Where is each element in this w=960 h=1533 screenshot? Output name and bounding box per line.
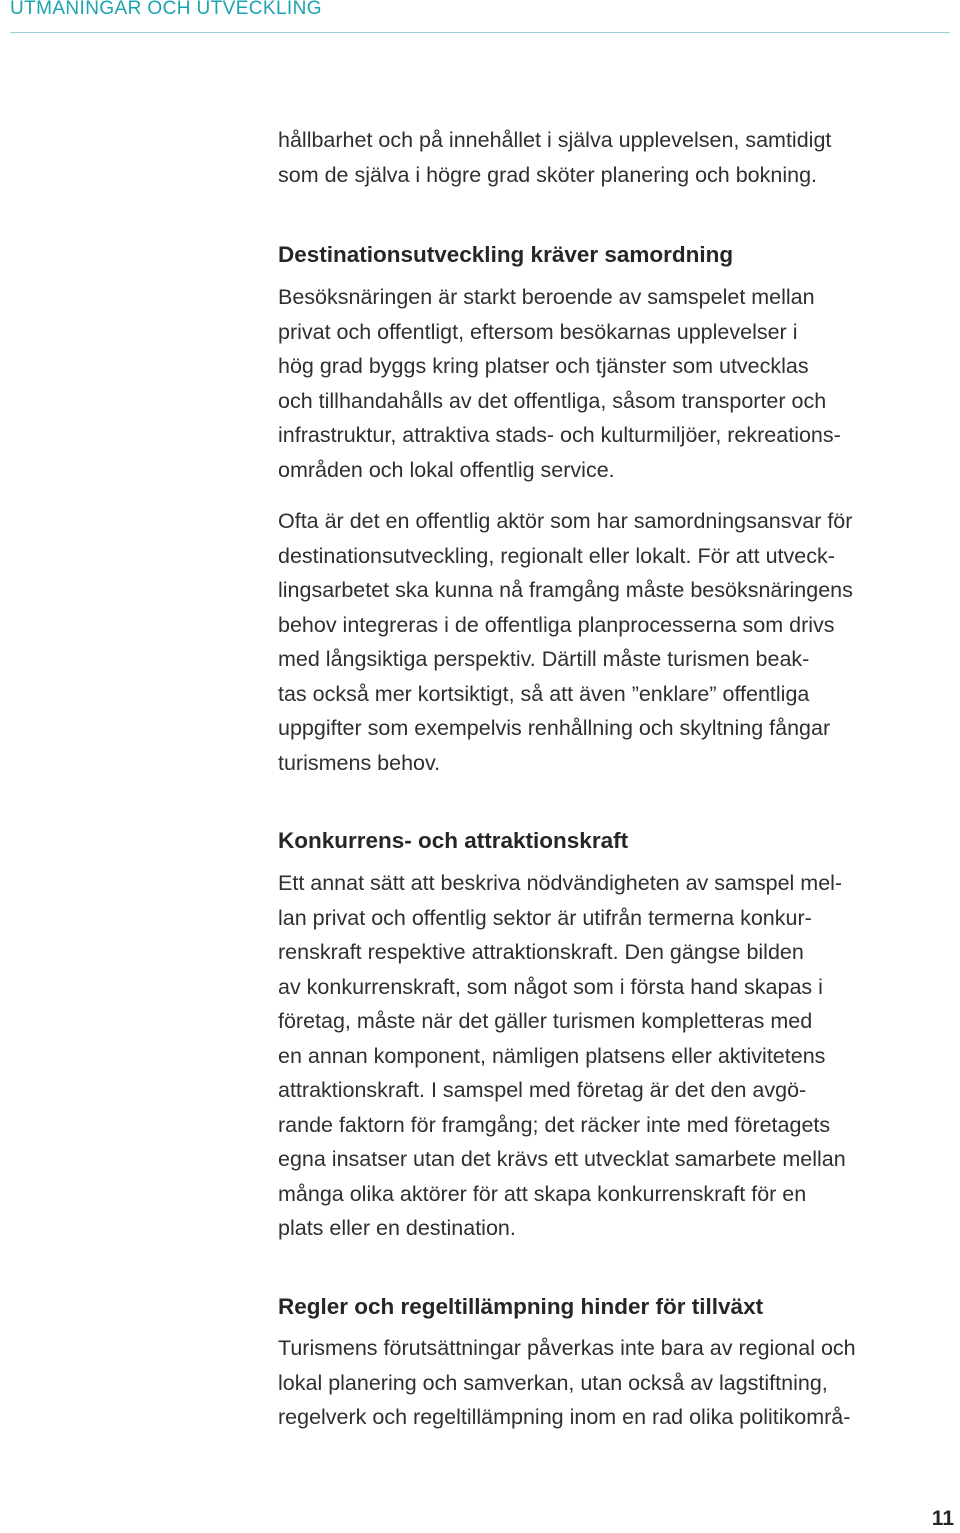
text-line: Turismens förutsättningar påverkas inte bara av regional och	[278, 1336, 856, 1360]
text-line: plats eller en destination.	[278, 1216, 516, 1240]
section1-paragraph-2	[278, 504, 960, 780]
text-line: infrastruktur, attraktiva stads- och kulturmiljöer, rekreations-	[278, 423, 841, 447]
text-line: attraktionskraft. I samspel med företag är det den avgö-	[278, 1078, 807, 1102]
text-line: områden och lokal offentlig service.	[278, 457, 615, 482]
text-line: och tillhandahålls av det offentliga, såsom transporter och	[278, 388, 827, 413]
page-number: 11	[931, 1507, 954, 1530]
text-line: Ett annat sätt att beskriva nödvändigheten av samspel mel-	[278, 871, 843, 895]
text-line: turismens behov.	[278, 750, 441, 775]
text-line: många olika aktörer för att skapa konkurrenskraft för en	[278, 1181, 807, 1206]
section-heading: Konkurrens- och attraktionskraft	[278, 828, 629, 853]
intro-paragraph	[278, 123, 960, 192]
section1-paragraph-1	[278, 280, 960, 487]
text-line: med långsiktiga perspektiv. Därtill måste turismen beak-	[278, 647, 810, 671]
text-line: egna insatser utan det krävs ett utvecklat samarbete mellan	[278, 1147, 846, 1171]
text-line: lokal planering och samverkan, utan också av lagstiftning,	[278, 1370, 828, 1395]
text-line: renskraft respektive attraktionskraft. Den gängse bilden	[278, 940, 804, 964]
text-line: som de själva i högre grad sköter planering och bokning.	[278, 162, 818, 187]
section-regler	[278, 1290, 960, 1324]
text-line: lingsarbetet ska kunna nå framgång måste besöksnäringens	[278, 578, 853, 602]
text-line: hållbarhet och på innehållet i själva upplevelsen, samtidigt	[278, 128, 832, 152]
header-rule	[10, 32, 950, 33]
text-line: destinationsutveckling, regionalt eller lokalt. För att utveck-	[278, 543, 835, 568]
text-line: regelverk och regeltillämpning inom en rad olika politikområ-	[278, 1405, 851, 1429]
text-line: av konkurrenskraft, som något som i första hand skapas i	[278, 974, 823, 999]
running-header: UTMANINGAR OCH UTVECKLING	[10, 0, 322, 19]
section3-paragraph-1	[278, 1331, 960, 1435]
section-heading: Destinationsutveckling kräver samordning	[278, 242, 734, 267]
text-line: uppgifter som exempelvis renhållning och skyltning fångar	[278, 716, 831, 740]
text-line: tas också mer kortsiktigt, så att även ”enklare” offentliga	[278, 681, 810, 706]
text-line: hög grad byggs kring platser och tjänster som utvecklas	[278, 354, 809, 378]
text-line: företag, måste när det gäller turismen kompletteras med	[278, 1009, 813, 1033]
section-destinationsutveckling	[278, 238, 960, 272]
text-line: Besöksnäringen är starkt beroende av samspelet mellan	[278, 285, 815, 309]
text-line: behov integreras i de offentliga planprocesserna som drivs	[278, 612, 835, 637]
section-heading: Regler och regeltillämpning hinder för tillväxt	[278, 1294, 764, 1319]
section2-paragraph-1	[278, 866, 960, 1246]
text-line: en annan komponent, nämligen platsens eller aktivitetens	[278, 1043, 826, 1068]
text-line: Ofta är det en offentlig aktör som har samordningsansvar för	[278, 509, 853, 533]
section-konkurrenskraft	[278, 824, 960, 858]
text-line: rande faktorn för framgång; det räcker inte med företagets	[278, 1112, 831, 1137]
text-line: privat och offentligt, eftersom besökarnas upplevelser i	[278, 319, 798, 344]
text-line: lan privat och offentlig sektor är utifrån termerna konkur-	[278, 905, 812, 930]
